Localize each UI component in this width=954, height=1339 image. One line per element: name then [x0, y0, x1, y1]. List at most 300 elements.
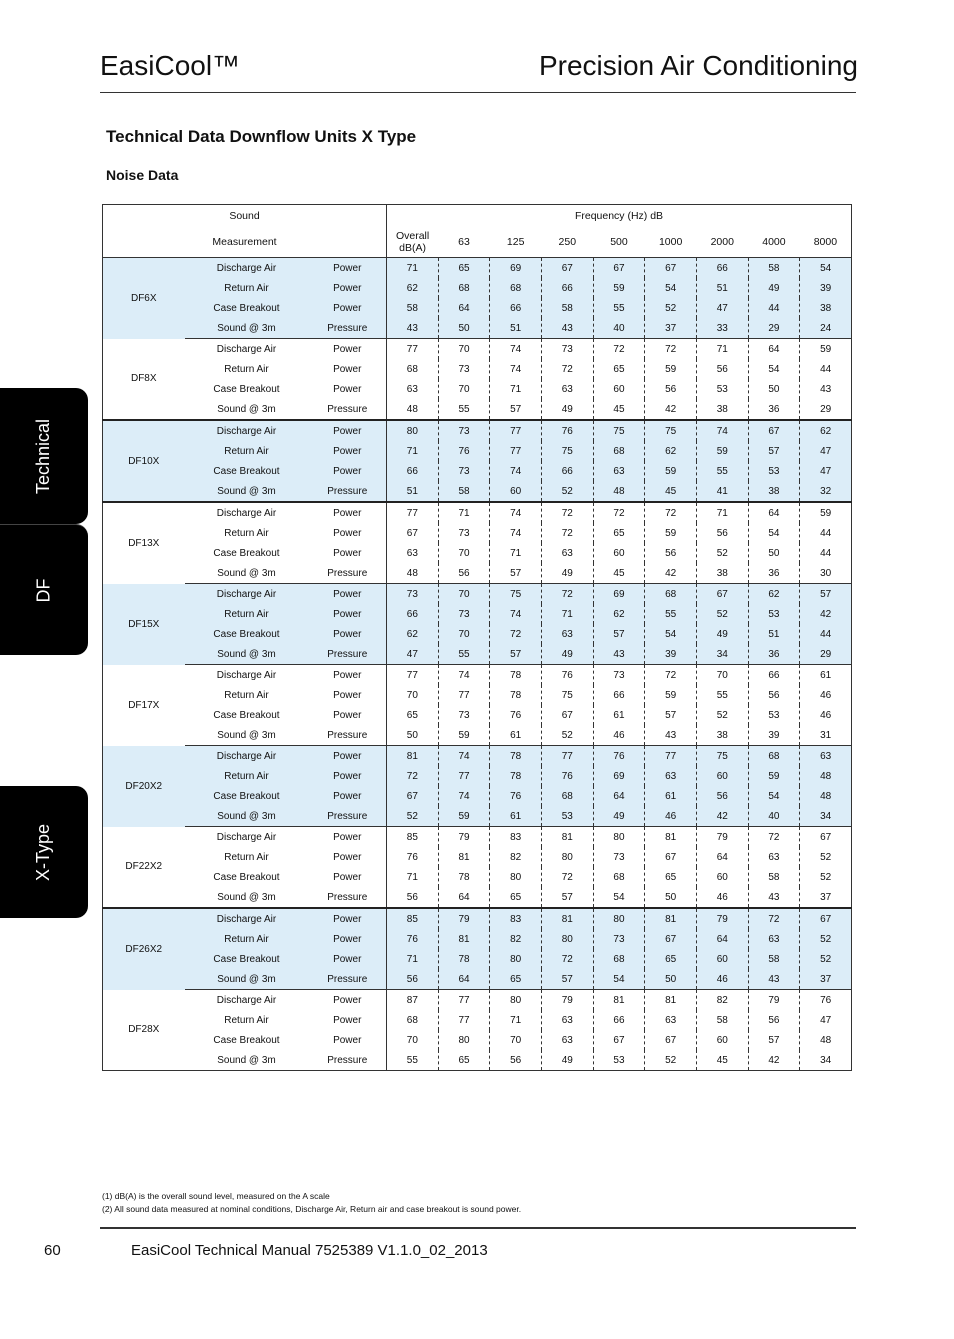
overall-dba-cell: 71 [406, 871, 418, 883]
table-row [103, 318, 852, 339]
frequency-value-cell: 64 [748, 502, 800, 523]
frequency-value-cell: 72 [748, 827, 800, 848]
measurement-cell: Case Breakout [185, 298, 309, 318]
overall-dba-cell: 85 [387, 908, 439, 929]
frequency-value-cell: 69 [593, 584, 645, 605]
frequency-value-cell: 55 [696, 685, 748, 705]
overall-dba-cell: 65 [406, 709, 418, 721]
table-row [103, 847, 852, 867]
table-row [103, 665, 852, 686]
frequency-value-cell: 77 [490, 441, 542, 461]
overall-dba-cell: 63 [406, 547, 418, 559]
frequency-value-cell: 77 [438, 1010, 490, 1030]
frequency-value-cell: 74 [438, 665, 490, 686]
frequency-value-cell: 52 [800, 847, 852, 867]
frequency-value-cell: 69 [490, 258, 542, 279]
frequency-value-cell: 68 [593, 867, 645, 887]
frequency-value-cell: 56 [645, 543, 697, 563]
frequency-value-cell: 63 [800, 746, 852, 767]
measurement-cell: Discharge Air [216, 343, 277, 355]
overall-dba-cell: 70 [406, 1034, 418, 1046]
frequency-value-cell: 42 [748, 1050, 800, 1071]
frequency-value-cell: 77 [490, 420, 542, 441]
frequency-value-cell: 68 [593, 949, 645, 969]
table-row [103, 1050, 852, 1071]
frequency-value-cell: 54 [593, 969, 645, 990]
frequency-value-cell: 74 [438, 786, 490, 806]
overall-dba-cell: 67 [387, 786, 439, 806]
frequency-value-cell: 41 [696, 481, 748, 502]
quantity-type-cell: Power [309, 278, 387, 298]
quantity-type-cell: Power [309, 908, 387, 929]
quantity-type-cell: Power [309, 786, 387, 806]
footnotes [102, 1190, 521, 1216]
frequency-value-cell: 63 [541, 1030, 593, 1050]
model-cell: DF26X2 [103, 908, 185, 990]
frequency-value-cell: 52 [800, 929, 852, 949]
quantity-type-cell: Pressure [309, 644, 387, 665]
frequency-value-cell: 80 [593, 827, 645, 848]
frequency-value-cell: 31 [800, 725, 852, 746]
frequency-value-cell: 49 [748, 278, 800, 298]
frequency-value-cell: 62 [645, 441, 697, 461]
frequency-value-cell: 57 [645, 705, 697, 725]
frequency-value-cell: 46 [696, 887, 748, 908]
frequency-value-cell: 49 [541, 399, 593, 420]
frequency-value-cell: 37 [800, 969, 852, 990]
model-group [103, 584, 852, 665]
frequency-value-cell: 80 [593, 908, 645, 929]
frequency-value-cell: 63 [541, 1010, 593, 1030]
frequency-value-cell: 63 [541, 624, 593, 644]
quantity-type-cell: Power [309, 949, 387, 969]
frequency-value-cell: 53 [748, 705, 800, 725]
frequency-value-cell: 51 [696, 278, 748, 298]
model-cell: DF17X [128, 699, 160, 711]
frequency-value-cell: 64 [696, 847, 748, 867]
frequency-value-cell: 81 [541, 827, 593, 848]
overall-dba-cell: 71 [387, 441, 439, 461]
frequency-value-cell: 66 [696, 258, 748, 279]
frequency-value-cell: 67 [696, 584, 748, 605]
frequency-value-cell: 67 [645, 1030, 697, 1050]
table-row [103, 1030, 852, 1050]
overall-dba-cell: 47 [387, 644, 439, 665]
quantity-type-cell: Power [309, 665, 387, 686]
frequency-value-cell: 55 [438, 399, 490, 420]
model-cell: DF28X [128, 1024, 160, 1036]
frequency-value-cell: 76 [438, 441, 490, 461]
frequency-value-cell: 65 [438, 258, 490, 279]
frequency-value-cell: 63 [541, 543, 593, 563]
frequency-value-cell: 78 [438, 949, 490, 969]
frequency-value-cell: 70 [438, 624, 490, 644]
frequency-value-cell: 72 [541, 502, 593, 523]
col-header-8000: 8000 [800, 227, 852, 258]
frequency-value-cell: 77 [438, 990, 490, 1011]
frequency-value-cell: 38 [748, 481, 800, 502]
frequency-value-cell: 50 [438, 318, 490, 339]
frequency-value-cell: 79 [748, 990, 800, 1011]
measurement-cell: Discharge Air [185, 258, 309, 279]
frequency-value-cell: 67 [800, 908, 852, 929]
quantity-type-cell: Power [309, 339, 387, 360]
frequency-value-cell: 64 [748, 339, 800, 360]
frequency-value-cell: 73 [593, 665, 645, 686]
frequency-value-cell: 55 [645, 604, 697, 624]
frequency-value-cell: 65 [490, 969, 542, 990]
frequency-value-cell: 81 [541, 908, 593, 929]
measurement-cell: Return Air [224, 527, 269, 539]
frequency-value-cell: 43 [748, 969, 800, 990]
table-row [103, 969, 852, 990]
frequency-value-cell: 66 [541, 461, 593, 481]
frequency-value-cell: 55 [593, 298, 645, 318]
frequency-value-cell: 76 [541, 665, 593, 686]
frequency-value-cell: 76 [593, 746, 645, 767]
table-row [103, 746, 852, 767]
measurement-cell: Discharge Air [216, 994, 277, 1006]
tab-df[interactable] [0, 524, 88, 655]
frequency-value-cell: 61 [645, 786, 697, 806]
table-row [103, 604, 852, 624]
col-header-overall: Overall dB(A) [387, 227, 439, 258]
table-row [103, 420, 852, 441]
table-row [103, 543, 852, 563]
frequency-value-cell: 60 [696, 1030, 748, 1050]
frequency-value-cell: 30 [800, 563, 852, 584]
overall-dba-cell: 62 [387, 278, 439, 298]
frequency-value-cell: 76 [541, 766, 593, 786]
table-row [103, 766, 852, 786]
measurement-cell: Discharge Air [216, 669, 277, 681]
frequency-value-cell: 80 [490, 990, 542, 1011]
frequency-value-cell: 70 [438, 379, 490, 399]
frequency-value-cell: 74 [490, 461, 542, 481]
frequency-value-cell: 46 [800, 705, 852, 725]
quantity-type-cell: Power [309, 298, 387, 318]
overall-dba-cell: 77 [406, 343, 418, 355]
frequency-value-cell: 81 [593, 990, 645, 1011]
quantity-type-cell: Pressure [309, 481, 387, 502]
frequency-value-cell: 71 [490, 379, 542, 399]
frequency-value-cell: 34 [800, 806, 852, 827]
measurement-cell: Discharge Air [185, 502, 309, 523]
table-row [103, 949, 852, 969]
overall-dba-cell: 48 [387, 563, 439, 584]
frequency-value-cell: 56 [645, 379, 697, 399]
quantity-type-cell: Power [309, 705, 387, 725]
frequency-value-cell: 59 [645, 523, 697, 543]
frequency-value-cell: 66 [593, 685, 645, 705]
frequency-value-cell: 74 [490, 604, 542, 624]
frequency-value-cell: 79 [438, 827, 490, 848]
frequency-value-cell: 66 [748, 665, 800, 686]
frequency-value-cell: 49 [593, 806, 645, 827]
frequency-value-cell: 56 [438, 563, 490, 584]
overall-dba-cell: 68 [406, 1014, 418, 1026]
frequency-value-cell: 73 [593, 929, 645, 949]
frequency-value-cell: 56 [748, 685, 800, 705]
frequency-value-cell: 71 [490, 543, 542, 563]
frequency-value-cell: 64 [438, 887, 490, 908]
frequency-value-cell: 70 [438, 584, 490, 605]
frequency-value-cell: 45 [593, 563, 645, 584]
overall-dba-cell: 63 [406, 383, 418, 395]
model-group [103, 665, 852, 746]
frequency-value-cell: 67 [541, 258, 593, 279]
frequency-value-cell: 52 [541, 725, 593, 746]
frequency-value-cell: 71 [696, 339, 748, 360]
measurement-cell: Return Air [185, 604, 309, 624]
frequency-value-cell: 36 [748, 399, 800, 420]
frequency-value-cell: 66 [593, 1010, 645, 1030]
quantity-type-cell: Power [309, 379, 387, 399]
frequency-value-cell: 34 [696, 644, 748, 665]
measurement-cell: Case Breakout [213, 1034, 280, 1046]
frequency-value-cell: 48 [593, 481, 645, 502]
frequency-value-cell: 78 [490, 665, 542, 686]
quantity-type-cell: Pressure [309, 1050, 387, 1071]
frequency-value-cell: 73 [438, 359, 490, 379]
overall-dba-cell: 55 [387, 1050, 439, 1071]
measurement-cell: Discharge Air [185, 420, 309, 441]
overall-dba-cell: 87 [406, 994, 418, 1006]
frequency-value-cell: 60 [490, 481, 542, 502]
frequency-value-cell: 57 [748, 1030, 800, 1050]
measurement-cell: Case Breakout [213, 547, 280, 559]
frequency-value-cell: 57 [490, 644, 542, 665]
table-row [103, 624, 852, 644]
frequency-value-cell: 52 [800, 949, 852, 969]
overall-dba-cell: 71 [387, 258, 439, 279]
quantity-type-cell: Pressure [309, 806, 387, 827]
frequency-value-cell: 55 [696, 461, 748, 481]
frequency-value-cell: 40 [593, 318, 645, 339]
tab-technical-label: Technical [33, 418, 54, 494]
frequency-value-cell: 78 [438, 867, 490, 887]
frequency-value-cell: 79 [438, 908, 490, 929]
frequency-value-cell: 76 [490, 705, 542, 725]
frequency-value-cell: 59 [438, 806, 490, 827]
table-row [103, 1010, 852, 1030]
model-group [103, 502, 852, 584]
quantity-type-cell: Pressure [309, 318, 387, 339]
frequency-value-cell: 61 [490, 806, 542, 827]
frequency-value-cell: 38 [696, 563, 748, 584]
frequency-value-cell: 72 [645, 665, 697, 686]
table-row [103, 867, 852, 887]
model-group [103, 908, 852, 990]
frequency-value-cell: 74 [438, 746, 490, 767]
frequency-value-cell: 38 [696, 725, 748, 746]
frequency-value-cell: 45 [696, 1050, 748, 1071]
table-row [103, 990, 852, 1011]
measurement-cell: Discharge Air [185, 584, 309, 605]
measurement-cell: Case Breakout [185, 624, 309, 644]
model-group [103, 258, 852, 339]
frequency-value-cell: 54 [748, 359, 800, 379]
table-row [103, 644, 852, 665]
frequency-value-cell: 67 [593, 1030, 645, 1050]
quantity-type-cell: Power [309, 1010, 387, 1030]
frequency-value-cell: 53 [748, 461, 800, 481]
measurement-header: Measurement [103, 227, 387, 258]
frequency-value-cell: 60 [696, 949, 748, 969]
header-brand: EasiCool™ [100, 50, 241, 81]
frequency-value-cell: 59 [645, 461, 697, 481]
frequency-value-cell: 78 [490, 746, 542, 767]
measurement-cell: Case Breakout [213, 709, 280, 721]
frequency-value-cell: 70 [490, 1030, 542, 1050]
frequency-value-cell: 47 [800, 441, 852, 461]
frequency-value-cell: 57 [800, 584, 852, 605]
overall-dba-cell: 43 [387, 318, 439, 339]
quantity-type-cell: Pressure [309, 969, 387, 990]
frequency-value-cell: 82 [490, 929, 542, 949]
frequency-value-cell: 83 [490, 908, 542, 929]
frequency-value-cell: 80 [541, 847, 593, 867]
frequency-value-cell: 46 [645, 806, 697, 827]
table-row [103, 502, 852, 523]
frequency-value-cell: 65 [438, 1050, 490, 1071]
col-header-125: 125 [490, 227, 542, 258]
frequency-value-cell: 59 [645, 359, 697, 379]
frequency-value-cell: 52 [696, 705, 748, 725]
frequency-value-cell: 54 [748, 786, 800, 806]
frequency-value-cell: 63 [748, 847, 800, 867]
frequency-value-cell: 53 [696, 379, 748, 399]
measurement-cell: Sound @ 3m [185, 1050, 309, 1071]
frequency-value-cell: 79 [696, 827, 748, 848]
frequency-value-cell: 40 [748, 806, 800, 827]
table-row [103, 908, 852, 929]
frequency-value-cell: 58 [748, 258, 800, 279]
frequency-value-cell: 72 [593, 502, 645, 523]
frequency-value-cell: 48 [800, 1030, 852, 1050]
measurement-cell: Sound @ 3m [185, 969, 309, 990]
col-header-2000: 2000 [696, 227, 748, 258]
frequency-value-cell: 65 [645, 867, 697, 887]
frequency-header: Frequency (Hz) dB [574, 210, 664, 222]
frequency-value-cell: 36 [748, 644, 800, 665]
table-row [103, 481, 852, 502]
overall-dba-cell: 71 [387, 949, 439, 969]
table-row [103, 359, 852, 379]
overall-dba-cell: 76 [406, 851, 418, 863]
model-group [103, 827, 852, 909]
quantity-type-cell: Power [309, 359, 387, 379]
frequency-value-cell: 60 [593, 543, 645, 563]
overall-dba-cell: 77 [406, 669, 418, 681]
frequency-value-cell: 80 [490, 949, 542, 969]
frequency-value-cell: 63 [748, 929, 800, 949]
frequency-value-cell: 70 [438, 339, 490, 360]
frequency-value-cell: 46 [593, 725, 645, 746]
overall-dba-cell: 66 [387, 461, 439, 481]
quantity-type-cell: Power [309, 766, 387, 786]
table-row [103, 827, 852, 848]
overall-dba-cell: 52 [387, 806, 439, 827]
overall-dba-cell: 73 [387, 584, 439, 605]
frequency-value-cell: 52 [696, 543, 748, 563]
frequency-value-cell: 73 [438, 461, 490, 481]
measurement-cell: Discharge Air [185, 746, 309, 767]
frequency-value-cell: 50 [645, 887, 697, 908]
frequency-value-cell: 42 [696, 806, 748, 827]
overall-dba-cell: 76 [387, 929, 439, 949]
model-cell: DF22X2 [125, 861, 163, 873]
tab-xtype[interactable] [0, 786, 88, 918]
frequency-value-cell: 53 [748, 604, 800, 624]
quantity-type-cell: Power [309, 1030, 387, 1050]
overall-dba-cell: 77 [387, 502, 439, 523]
measurement-cell: Sound @ 3m [185, 644, 309, 665]
frequency-value-cell: 60 [593, 379, 645, 399]
frequency-value-cell: 61 [593, 705, 645, 725]
frequency-value-cell: 43 [541, 318, 593, 339]
frequency-value-cell: 77 [645, 746, 697, 767]
measurement-cell: Return Air [185, 929, 309, 949]
frequency-value-cell: 53 [593, 1050, 645, 1071]
footer-divider [100, 1227, 856, 1229]
frequency-value-cell: 39 [645, 644, 697, 665]
measurement-cell: Case Breakout [213, 871, 280, 883]
frequency-value-cell: 47 [800, 1010, 852, 1030]
frequency-value-cell: 58 [748, 949, 800, 969]
frequency-value-cell: 64 [593, 786, 645, 806]
measurement-cell: Sound @ 3m [185, 399, 309, 420]
frequency-value-cell: 63 [593, 461, 645, 481]
quantity-type-cell: Power [309, 441, 387, 461]
frequency-value-cell: 38 [696, 399, 748, 420]
quantity-type-cell: Pressure [309, 725, 387, 746]
tab-technical[interactable] [0, 388, 88, 524]
header-title: Precision Air Conditioning [538, 50, 858, 81]
frequency-value-cell: 57 [541, 969, 593, 990]
frequency-value-cell: 68 [438, 278, 490, 298]
frequency-value-cell: 82 [696, 990, 748, 1011]
frequency-value-cell: 75 [490, 584, 542, 605]
frequency-value-cell: 53 [541, 806, 593, 827]
frequency-value-cell: 59 [645, 685, 697, 705]
overall-dba-cell: 68 [406, 363, 418, 375]
frequency-value-cell: 56 [696, 786, 748, 806]
model-group [103, 746, 852, 827]
quantity-type-cell: Power [309, 867, 387, 887]
frequency-value-cell: 78 [490, 685, 542, 705]
frequency-value-cell: 44 [800, 523, 852, 543]
frequency-value-cell: 32 [800, 481, 852, 502]
quantity-type-cell: Power [309, 584, 387, 605]
frequency-value-cell: 43 [748, 887, 800, 908]
frequency-value-cell: 52 [541, 481, 593, 502]
frequency-value-cell: 33 [696, 318, 748, 339]
frequency-value-cell: 68 [645, 584, 697, 605]
frequency-value-cell: 59 [800, 502, 852, 523]
frequency-value-cell: 58 [748, 867, 800, 887]
frequency-value-cell: 63 [645, 766, 697, 786]
frequency-value-cell: 81 [438, 929, 490, 949]
table-row [103, 461, 852, 481]
frequency-value-cell: 39 [800, 278, 852, 298]
frequency-value-cell: 54 [645, 624, 697, 644]
frequency-value-cell: 45 [593, 399, 645, 420]
frequency-value-cell: 43 [645, 725, 697, 746]
frequency-value-cell: 52 [696, 604, 748, 624]
frequency-value-cell: 75 [541, 685, 593, 705]
frequency-value-cell: 77 [541, 746, 593, 767]
